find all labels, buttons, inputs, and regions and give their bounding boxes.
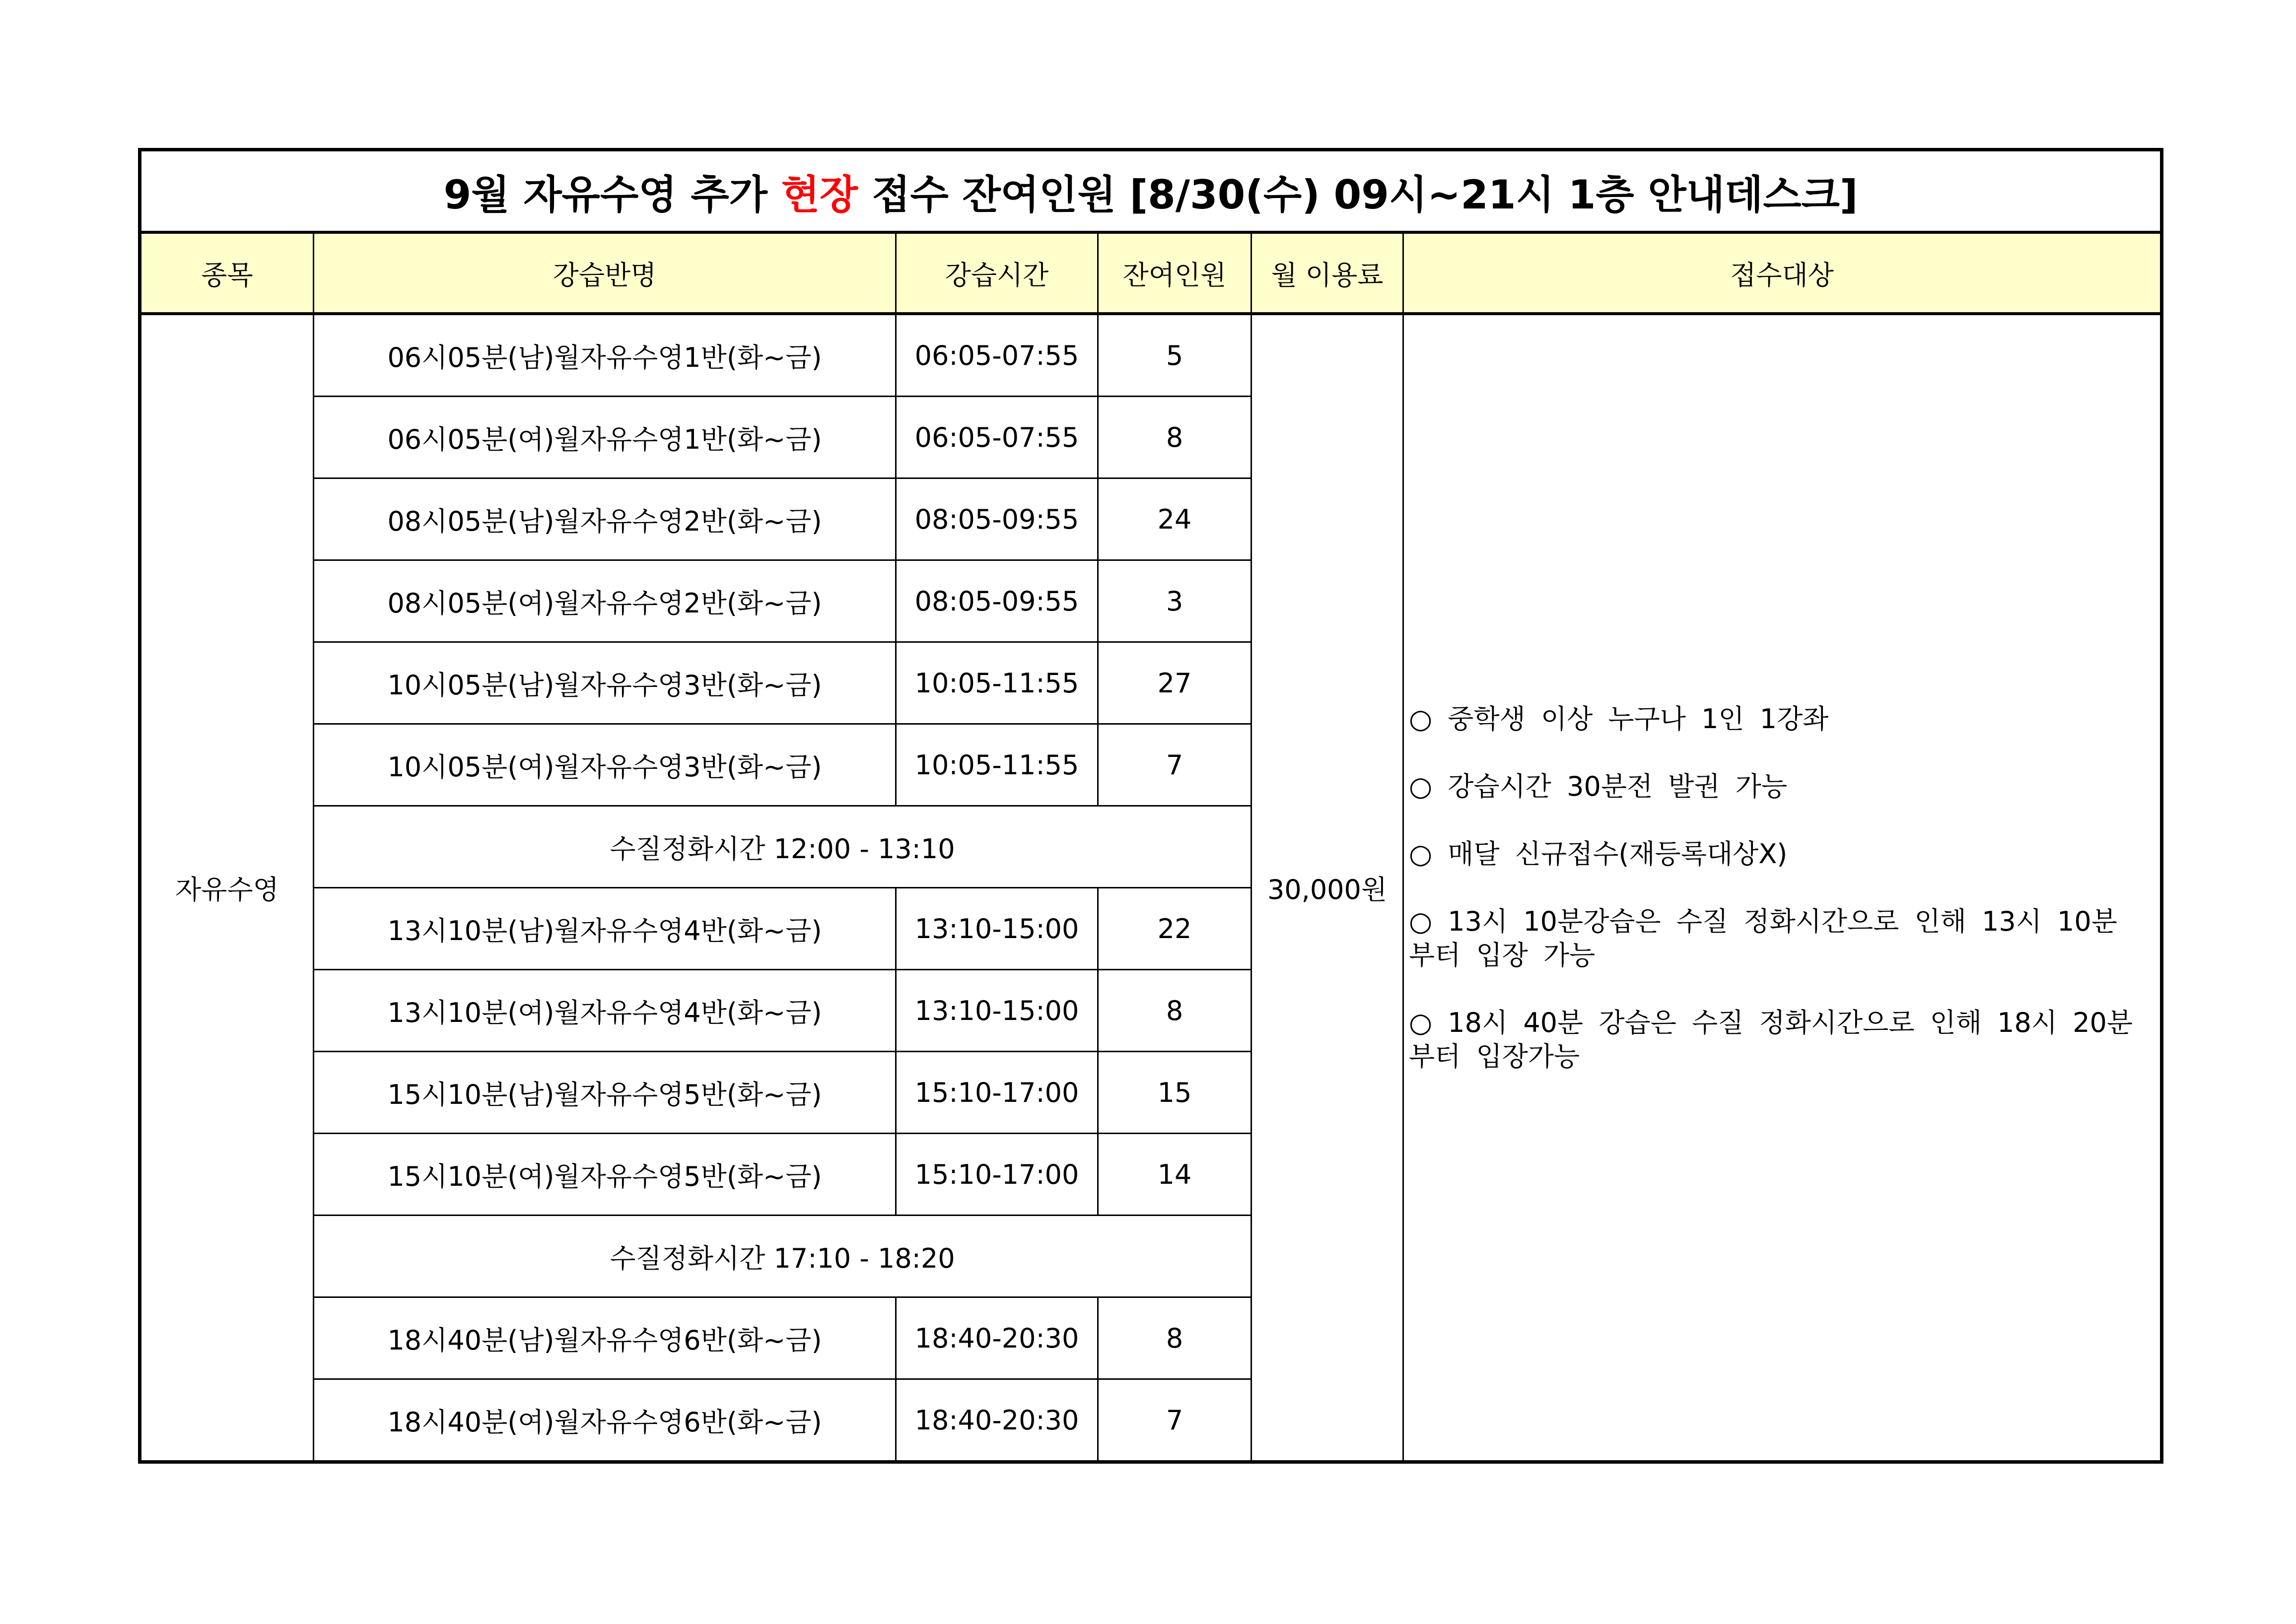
time-cell: 10:05-11:55 <box>896 724 1098 806</box>
class-name-cell: 13시10분(여)월자유수영4반(화~금) <box>314 970 896 1052</box>
remaining-cell: 7 <box>1098 1379 1252 1462</box>
time-cell: 15:10-17:00 <box>896 1052 1098 1134</box>
class-name-cell: 06시05분(여)월자유수영1반(화~금) <box>314 397 896 478</box>
time-cell: 08:05-09:55 <box>896 478 1098 560</box>
page-title <box>140 150 2162 233</box>
time-cell: 15:10-17:00 <box>896 1134 1098 1216</box>
time-cell: 06:05-07:55 <box>896 314 1098 397</box>
time-cell: 13:10-15:00 <box>896 970 1098 1052</box>
remaining-cell: 22 <box>1098 888 1252 970</box>
time-cell: 10:05-11:55 <box>896 642 1098 724</box>
note-item: ○ 중학생 이상 누구나 1인 1강좌 <box>1409 703 1829 735</box>
class-name-cell: 18시40분(남)월자유수영6반(화~금) <box>314 1297 896 1379</box>
note-item: ○ 강습시간 30분전 발권 가능 <box>1409 770 1788 802</box>
remaining-cell: 7 <box>1098 724 1252 806</box>
note-item: ○ 매달 신규접수(재등록대상X) <box>1409 838 1788 870</box>
class-name-cell: 13시10분(남)월자유수영4반(화~금) <box>314 888 896 970</box>
header-class-name: 강습반명 <box>314 232 896 314</box>
header-category: 종목 <box>140 232 314 314</box>
remaining-cell: 24 <box>1098 478 1252 560</box>
title-pre: 9월 자유수영 추가 <box>443 171 781 218</box>
time-cell: 06:05-07:55 <box>896 397 1098 478</box>
remaining-cell: 27 <box>1098 642 1252 724</box>
class-name-cell: 08시05분(남)월자유수영2반(화~금) <box>314 478 896 560</box>
fee-cell: 30,000원 <box>1252 314 1403 1462</box>
header-row <box>140 232 2162 314</box>
class-name-cell: 08시05분(여)월자유수영2반(화~금) <box>314 560 896 642</box>
time-cell: 13:10-15:00 <box>896 888 1098 970</box>
remaining-cell: 14 <box>1098 1134 1252 1216</box>
class-name-cell: 10시05분(남)월자유수영3반(화~금) <box>314 642 896 724</box>
time-cell: 18:40-20:30 <box>896 1379 1098 1462</box>
category-cell: 자유수영 <box>140 314 314 1462</box>
note-item: ○ 18시 40분 강습은 수질 정화시간으로 인해 18시 20분 부터 입장가능 <box>1409 1007 2133 1072</box>
class-name-cell: 18시40분(여)월자유수영6반(화~금) <box>314 1379 896 1462</box>
break-cell: 수질정화시간 12:00 - 13:10 <box>314 806 1252 888</box>
note-item: ○ 13시 10분강습은 수질 정화시간으로 인해 13시 10분 부터 입장 가능 <box>1409 905 2117 971</box>
time-cell: 18:40-20:30 <box>896 1297 1098 1379</box>
schedule-table <box>138 148 2163 1464</box>
remaining-cell: 15 <box>1098 1052 1252 1134</box>
header-time: 강습시간 <box>896 232 1098 314</box>
header-remaining: 잔여인원 <box>1098 232 1252 314</box>
title-highlight: 현장 <box>781 171 858 218</box>
table-row <box>140 314 2162 397</box>
remaining-cell: 3 <box>1098 560 1252 642</box>
class-name-cell: 06시05분(남)월자유수영1반(화~금) <box>314 314 896 397</box>
class-name-cell: 10시05분(여)월자유수영3반(화~금) <box>314 724 896 806</box>
remaining-cell: 5 <box>1098 314 1252 397</box>
header-target: 접수대상 <box>1403 232 2162 314</box>
break-cell: 수질정화시간 17:10 - 18:20 <box>314 1216 1252 1297</box>
remaining-cell: 8 <box>1098 1297 1252 1379</box>
class-name-cell: 15시10분(남)월자유수영5반(화~금) <box>314 1052 896 1134</box>
class-name-cell: 15시10분(여)월자유수영5반(화~금) <box>314 1134 896 1216</box>
title-post: 접수 잔여인원 [8/30(수) 09시~21시 1층 안내데스크] <box>858 171 1858 218</box>
target-notes <box>1403 314 2162 1462</box>
remaining-cell: 8 <box>1098 397 1252 478</box>
header-fee: 월 이용료 <box>1252 232 1403 314</box>
remaining-cell: 8 <box>1098 970 1252 1052</box>
time-cell: 08:05-09:55 <box>896 560 1098 642</box>
